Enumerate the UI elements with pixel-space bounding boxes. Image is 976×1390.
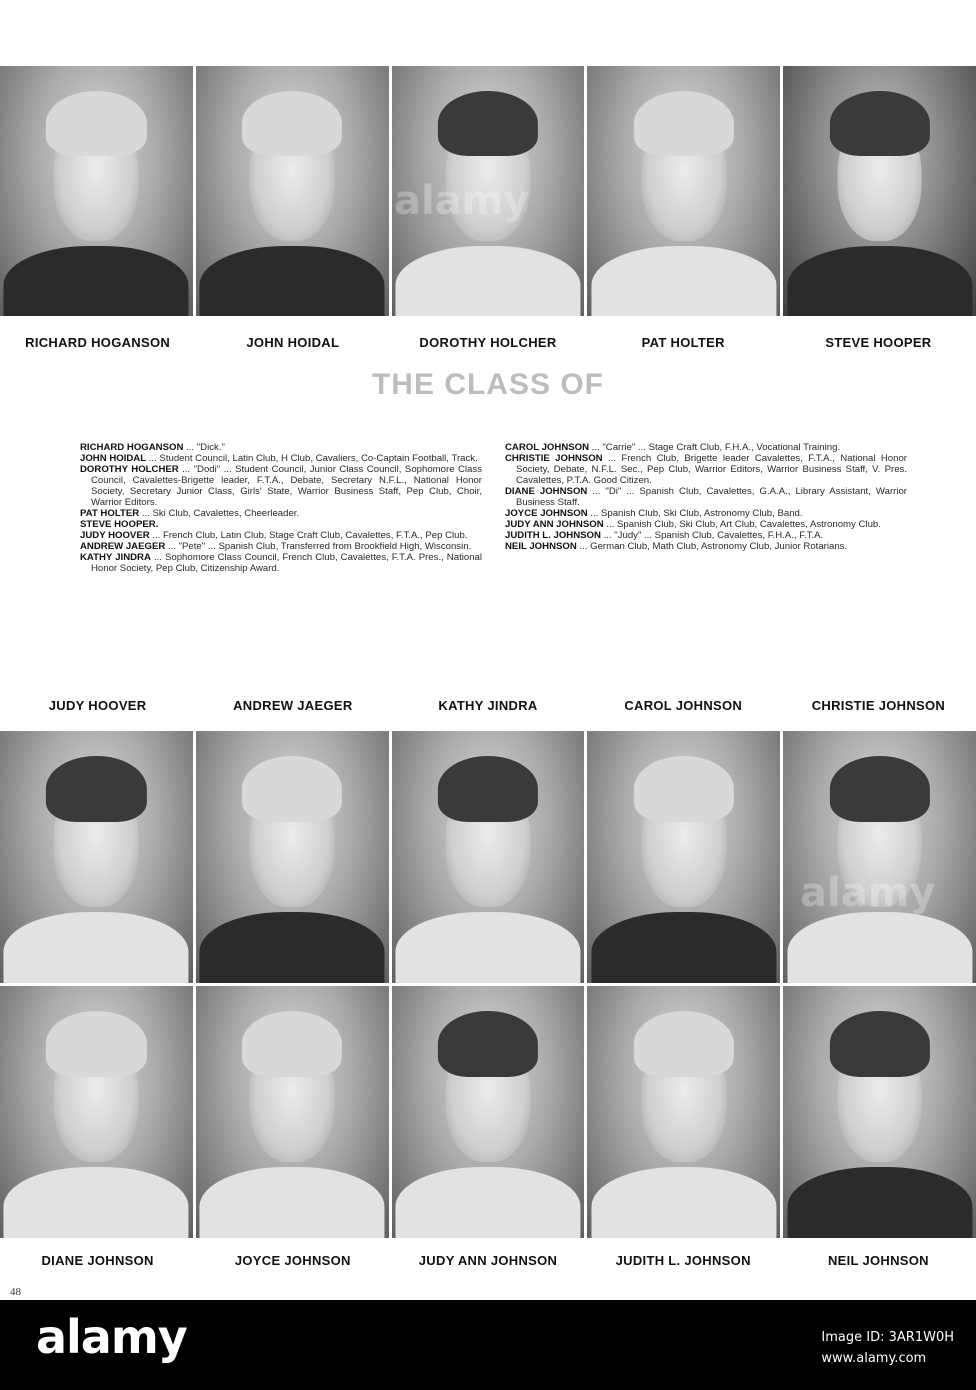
portrait-judith-l-johnson — [587, 986, 780, 1238]
portrait-neil-johnson — [783, 986, 976, 1238]
image-id: Image ID: 3AR1W0H — [821, 1330, 954, 1345]
caption-name: ANDREW JAEGER — [233, 698, 353, 713]
caption-name: JOHN HOIDAL — [246, 335, 340, 350]
portrait-christie-johnson — [783, 731, 976, 983]
bio-entry: JUDY HOOVER ... French Club, Latin Club, Stage Craft Club, Cavalettes, F.T.A., Pep Club. — [80, 530, 468, 541]
portrait-judy-hoover — [0, 731, 193, 983]
stock-footer-bar — [0, 1300, 976, 1390]
caption-name: CAROL JOHNSON — [624, 698, 743, 713]
portrait-diane-johnson — [0, 986, 193, 1238]
bio-entry: JUDY ANN JOHNSON ... Spanish Club, Ski Club, Art Club, Cavalettes, Astronomy Club. — [505, 519, 881, 530]
top-name-row — [0, 335, 976, 350]
bio-entry: DIANE JOHNSON ... "Di" ... Spanish Club, Cavalettes, G.A.A., Library Assistant, Warrior Business Staff. — [505, 486, 908, 508]
site-url[interactable]: www.alamy.com — [821, 1351, 927, 1366]
caption-name: CHRISTIE JOHNSON — [811, 698, 946, 713]
logo-text: alamy — [36, 1310, 187, 1364]
bottom-name-row — [0, 1253, 976, 1268]
bottom-photo-row — [0, 986, 976, 1238]
watermark-text: alamy — [800, 870, 936, 916]
caption-name: DOROTHY HOLCHER — [419, 335, 557, 350]
portrait-john-hoidal — [196, 66, 389, 316]
top-photo-row — [0, 66, 976, 316]
caption-name: STEVE HOOPER — [825, 335, 932, 350]
bio-entry: PAT HOLTER ... Ski Club, Cavalettes, Cheerleader. — [80, 508, 300, 519]
page-number: 48 — [10, 1286, 21, 1298]
image-info — [821, 1330, 954, 1366]
caption-name: RICHARD HOGANSON — [25, 335, 171, 350]
portrait-andrew-jaeger — [196, 731, 389, 983]
bio-entry: DOROTHY HOLCHER ... "Dodi" ... Student Council, Junior Class Council, Sophomore Class Council, Cavalettes-Brigette leader, F.T.A., Debate, Secretary N.F.L., National Honor Society, Secretary Junior Class, Girls' State, Warrior Business Staff, Pep Club, Choir, Warrior Editors. — [80, 464, 482, 508]
portrait-kathy-jindra — [392, 731, 585, 983]
caption-name: KATHY JINDRA — [438, 698, 538, 713]
bio-entry: KATHY JINDRA ... Sophomore Class Council, French Club, Cavalettes, F.T.A. Pres., National Honor Society, Pep Club, Citizenship Award. — [80, 552, 483, 574]
caption-name: JOYCE JOHNSON — [234, 1253, 351, 1268]
portrait-dorothy-holcher — [392, 66, 585, 316]
bio-entry: JUDITH L. JOHNSON ... "Judy" ... Spanish Club, Cavalettes, F.H.A., F.T.A. — [505, 530, 824, 541]
middle-name-row — [0, 698, 976, 713]
bio-column-right — [505, 442, 907, 552]
caption-name: JUDY ANN JOHNSON — [418, 1253, 558, 1268]
bio-entry: JOHN HOIDAL ... Student Council, Latin Club, H Club, Cavaliers, Co-Captain Football, Track. — [80, 453, 478, 464]
bio-entry: NEIL JOHNSON ... German Club, Math Club, Astronomy Club, Junior Rotarians. — [505, 541, 848, 552]
bio-entry: CAROL JOHNSON ... "Carrie" ... Stage Craft Club, F.H.A., Vocational Training. — [505, 442, 841, 453]
caption-name: NEIL JOHNSON — [827, 1253, 929, 1268]
caption-name: JUDY HOOVER — [48, 698, 147, 713]
bio-entry: CHRISTIE JOHNSON ... French Club, Brigette leader Cavalettes, F.T.A., National Honor Society, Debate, N.F.L. Sec., Pep Club, Warrior Editors, Warrior Business Staff, V. Pres. Cavalettes, P.T.A. Good Citizen. — [505, 453, 907, 486]
portrait-steve-hooper — [783, 66, 976, 316]
caption-name: JUDITH L. JOHNSON — [615, 1253, 751, 1268]
bio-column-left — [80, 442, 482, 574]
portrait-richard-hoganson — [0, 66, 193, 316]
watermark-text: alamy — [394, 178, 530, 224]
portrait-joyce-johnson — [196, 986, 389, 1238]
page-title: THE CLASS OF — [371, 368, 604, 401]
portrait-carol-johnson — [587, 731, 780, 983]
caption-name: PAT HOLTER — [641, 335, 725, 350]
bio-entry: ANDREW JAEGER ... "Pete" ... Spanish Club, Transferred from Brookfield High, Wisconsin. — [80, 541, 472, 552]
middle-photo-row — [0, 731, 976, 983]
bio-entry: JOYCE JOHNSON ... Spanish Club, Ski Club, Astronomy Club, Band. — [505, 508, 803, 519]
alamy-logo[interactable] — [36, 1310, 187, 1364]
caption-name: DIANE JOHNSON — [41, 1253, 154, 1268]
portrait-judy-ann-johnson — [392, 986, 585, 1238]
portrait-pat-holter — [587, 66, 780, 316]
bio-entry: RICHARD HOGANSON ... "Dick." — [80, 442, 225, 453]
bio-entry: STEVE HOOPER. — [80, 519, 159, 530]
